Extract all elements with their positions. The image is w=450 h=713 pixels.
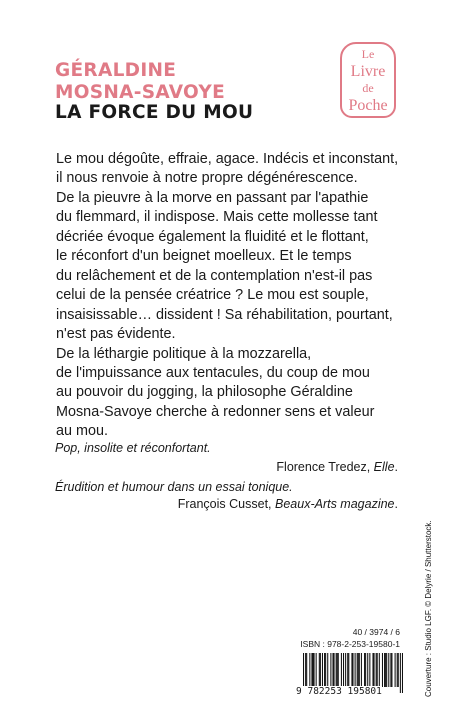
blurb-line: De la pieuvre à la morve en passant par l'apathie [56,189,369,206]
blurb [56,150,406,442]
blurb-line: du flemmard, il indispose. Mais cette mollesse tant [56,209,378,226]
isbn: ISBN : 978-2-253-19580-1 [300,639,400,649]
cover-credit: Couverture : Studio LGF. © Delyrie / Shutterstock. [424,520,433,697]
blurb-line: au mou. [56,423,108,440]
catalog-ref: 40 / 3974 / 6 [352,627,400,637]
press-quote-1-attribution: Florence Tredez, Elle. [276,460,398,474]
blurb-line: n'est pas évidente. [56,326,176,343]
press-quote-2-attribution: François Cusset, Beaux-Arts magazine. [177,497,398,511]
blurb-line: le réconfort d'un beignet moelleux. Et le temps [56,248,352,265]
blurb-line: de l'impuissance aux tentacules, du coup de mou [56,364,370,381]
blurb-line: Le mou dégoûte, effraie, agace. Indécis et inconstant, [56,151,399,167]
blurb-line: Mosna-Savoye cherche à redonner sens et valeur [56,403,375,420]
blurb-line: du relâchement et de la contemplation n'est-il pas [56,267,373,284]
press-quote-2: Érudition et humour dans un essai tonique. [55,480,293,494]
catalog-codes [300,626,400,650]
author-name [55,60,225,104]
blurb-line: insaisissable… dissident ! Sa réhabilitation, pourtant, [56,306,393,323]
blurb-line: De la léthargie politique à la mozzarella, [56,345,312,362]
author-last-name: MOSNA-SAVOYE [55,82,226,103]
blurb-line: celui de la pensée créatrice ? Le mou est souple, [56,287,369,304]
publisher-logo: Le Livre de Poche [340,42,396,118]
press-quote-1: Pop, insolite et réconfortant. [55,441,211,455]
blurb-line: il nous renvoie à notre propre dégénérescence. [56,170,358,187]
blurb-line: décriée évoque également la fluidité et le flottant, [56,228,369,245]
ean-digits: 9 782253 195801 [296,686,382,697]
blurb-line: au pouvoir du jogging, la philosophe Géraldine [56,384,353,401]
author-first-name: GÉRALDINE [55,60,177,81]
book-title: LA FORCE DU MOU [55,102,254,123]
